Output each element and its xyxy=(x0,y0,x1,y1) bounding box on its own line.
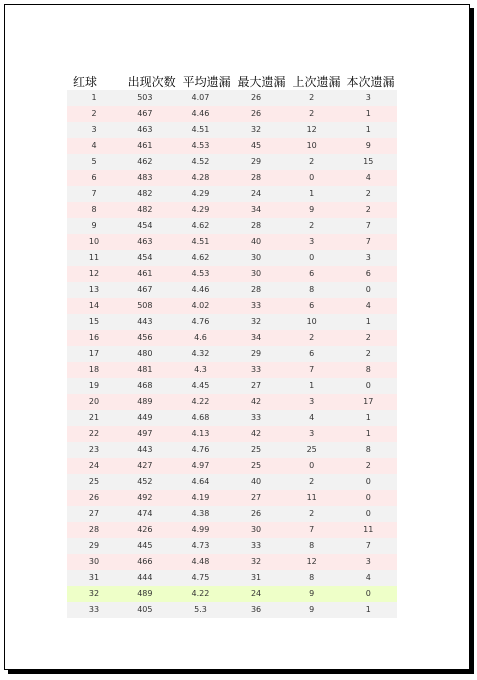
cell-ball-number: 7 xyxy=(91,189,97,198)
cell-max-miss: 25 xyxy=(250,445,262,454)
cell-occurrence-count: 443 xyxy=(137,317,153,326)
cell-max-miss: 25 xyxy=(250,461,262,470)
cell-occurrence-count: 454 xyxy=(137,253,153,262)
cell-last-miss: 8 xyxy=(309,285,315,294)
cell-current-miss: 8 xyxy=(365,445,371,454)
table-row xyxy=(67,282,397,298)
cell-current-miss: 8 xyxy=(365,365,371,374)
cell-last-miss: 2 xyxy=(309,509,315,518)
cell-occurrence-count: 462 xyxy=(137,157,153,166)
cell-last-miss: 25 xyxy=(306,445,317,454)
cell-last-miss: 10 xyxy=(306,141,317,150)
cell-last-miss: 6 xyxy=(309,349,315,358)
cell-last-miss: 9 xyxy=(309,605,315,614)
cell-current-miss: 9 xyxy=(365,141,371,150)
cell-average-miss: 4.29 xyxy=(191,189,210,198)
cell-average-miss: 4.51 xyxy=(191,237,210,246)
cell-occurrence-count: 445 xyxy=(137,541,153,550)
cell-current-miss: 2 xyxy=(365,349,371,358)
table-row xyxy=(67,362,397,378)
table-row xyxy=(67,314,397,330)
cell-current-miss: 4 xyxy=(365,173,371,182)
cell-occurrence-count: 467 xyxy=(137,285,153,294)
cell-current-miss: 4 xyxy=(365,301,371,310)
cell-occurrence-count: 449 xyxy=(137,413,153,422)
cell-max-miss: 33 xyxy=(250,541,262,550)
table-header xyxy=(67,69,397,89)
cell-max-miss: 34 xyxy=(250,205,262,214)
cell-occurrence-count: 443 xyxy=(137,445,153,454)
cell-max-miss: 31 xyxy=(250,573,262,582)
cell-max-miss: 29 xyxy=(250,349,262,358)
table-row xyxy=(67,106,397,122)
cell-ball-number: 5 xyxy=(91,157,97,166)
cell-ball-number: 20 xyxy=(88,397,100,406)
cell-average-miss: 5.3 xyxy=(194,605,207,614)
cell-occurrence-count: 480 xyxy=(137,349,153,358)
document-page xyxy=(4,4,470,670)
cell-last-miss: 6 xyxy=(309,301,315,310)
cell-last-miss: 9 xyxy=(309,589,315,598)
cell-max-miss: 40 xyxy=(250,237,262,246)
cell-ball-number: 17 xyxy=(88,349,100,358)
cell-last-miss: 3 xyxy=(309,429,315,438)
table-row xyxy=(67,90,397,106)
cell-current-miss: 7 xyxy=(365,541,371,550)
cell-max-miss: 30 xyxy=(250,253,262,262)
cell-current-miss: 2 xyxy=(365,461,371,470)
cell-average-miss: 4.52 xyxy=(191,157,210,166)
cell-current-miss: 7 xyxy=(365,221,371,230)
cell-ball-number: 33 xyxy=(88,605,100,614)
cell-max-miss: 32 xyxy=(250,317,262,326)
cell-current-miss: 17 xyxy=(363,397,374,406)
table-row xyxy=(67,202,397,218)
cell-current-miss: 3 xyxy=(365,93,371,102)
cell-ball-number: 28 xyxy=(88,525,100,534)
cell-last-miss: 2 xyxy=(309,477,315,486)
cell-current-miss: 3 xyxy=(365,253,371,262)
table-row xyxy=(67,538,397,554)
table-row xyxy=(67,490,397,506)
cell-ball-number: 23 xyxy=(88,445,100,454)
table-row xyxy=(67,458,397,474)
cell-ball-number: 15 xyxy=(88,317,100,326)
cell-last-miss: 1 xyxy=(309,189,315,198)
cell-occurrence-count: 483 xyxy=(137,173,153,182)
cell-last-miss: 11 xyxy=(306,493,317,502)
cell-average-miss: 4.45 xyxy=(191,381,210,390)
cell-average-miss: 4.3 xyxy=(194,365,207,374)
cell-average-miss: 4.28 xyxy=(191,173,210,182)
cell-occurrence-count: 474 xyxy=(137,509,153,518)
cell-average-miss: 4.22 xyxy=(191,589,210,598)
cell-max-miss: 27 xyxy=(250,493,262,502)
table-row xyxy=(67,442,397,458)
cell-max-miss: 33 xyxy=(250,413,262,422)
cell-average-miss: 4.64 xyxy=(191,477,210,486)
cell-current-miss: 4 xyxy=(365,573,371,582)
cell-average-miss: 4.48 xyxy=(191,557,210,566)
cell-last-miss: 2 xyxy=(309,157,315,166)
cell-occurrence-count: 492 xyxy=(137,493,153,502)
cell-last-miss: 0 xyxy=(309,461,315,470)
cell-ball-number: 10 xyxy=(88,237,100,246)
cell-last-miss: 0 xyxy=(309,253,315,262)
cell-ball-number: 16 xyxy=(88,333,100,342)
cell-ball-number: 31 xyxy=(88,573,100,582)
cell-last-miss: 7 xyxy=(309,365,315,374)
cell-current-miss: 1 xyxy=(365,317,371,326)
cell-occurrence-count: 481 xyxy=(137,365,153,374)
cell-max-miss: 45 xyxy=(250,141,262,150)
cell-current-miss: 0 xyxy=(365,509,371,518)
cell-ball-number: 8 xyxy=(91,205,97,214)
cell-last-miss: 0 xyxy=(309,173,315,182)
table-row xyxy=(67,394,397,410)
cell-ball-number: 24 xyxy=(88,461,100,470)
cell-max-miss: 28 xyxy=(250,221,262,230)
cell-current-miss: 0 xyxy=(365,493,371,502)
cell-average-miss: 4.99 xyxy=(191,525,210,534)
cell-ball-number: 14 xyxy=(88,301,100,310)
cell-average-miss: 4.19 xyxy=(191,493,210,502)
cell-occurrence-count: 452 xyxy=(137,477,153,486)
cell-average-miss: 4.07 xyxy=(191,93,210,102)
cell-current-miss: 2 xyxy=(365,205,371,214)
table-row xyxy=(67,170,397,186)
cell-average-miss: 4.51 xyxy=(191,125,210,134)
cell-occurrence-count: 503 xyxy=(137,93,153,102)
cell-average-miss: 4.6 xyxy=(194,333,207,342)
cell-ball-number: 13 xyxy=(88,285,100,294)
cell-last-miss: 4 xyxy=(309,413,315,422)
cell-ball-number: 32 xyxy=(88,589,100,598)
cell-occurrence-count: 456 xyxy=(137,333,153,342)
table-row xyxy=(67,298,397,314)
cell-current-miss: 0 xyxy=(365,285,371,294)
cell-max-miss: 42 xyxy=(250,397,262,406)
table-row xyxy=(67,474,397,490)
cell-occurrence-count: 489 xyxy=(137,589,153,598)
table-row xyxy=(67,186,397,202)
table-row xyxy=(67,570,397,586)
cell-occurrence-count: 466 xyxy=(137,557,153,566)
table-row xyxy=(67,522,397,538)
cell-last-miss: 12 xyxy=(306,557,317,566)
cell-average-miss: 4.29 xyxy=(191,205,210,214)
statistics-table xyxy=(67,69,397,618)
cell-last-miss: 8 xyxy=(309,541,315,550)
cell-current-miss: 2 xyxy=(365,333,371,342)
cell-occurrence-count: 482 xyxy=(137,189,153,198)
cell-ball-number: 4 xyxy=(91,141,97,150)
cell-current-miss: 1 xyxy=(365,109,371,118)
table-row xyxy=(67,586,397,602)
cell-max-miss: 33 xyxy=(250,301,262,310)
cell-average-miss: 4.76 xyxy=(191,445,210,454)
cell-current-miss: 15 xyxy=(363,157,374,166)
cell-average-miss: 4.22 xyxy=(191,397,210,406)
cell-max-miss: 32 xyxy=(250,557,262,566)
table-body xyxy=(67,90,397,618)
table-row xyxy=(67,602,397,618)
cell-last-miss: 9 xyxy=(309,205,315,214)
cell-average-miss: 4.62 xyxy=(191,253,210,262)
cell-last-miss: 7 xyxy=(309,525,315,534)
cell-ball-number: 9 xyxy=(91,221,97,230)
cell-max-miss: 33 xyxy=(250,365,262,374)
cell-max-miss: 29 xyxy=(250,157,262,166)
cell-max-miss: 24 xyxy=(250,189,262,198)
cell-occurrence-count: 405 xyxy=(137,605,153,614)
cell-ball-number: 22 xyxy=(88,429,100,438)
cell-max-miss: 26 xyxy=(250,509,262,518)
header-current-miss: 本次遗漏 xyxy=(346,75,395,89)
cell-average-miss: 4.73 xyxy=(191,541,210,550)
cell-last-miss: 8 xyxy=(309,573,315,582)
table-row xyxy=(67,346,397,362)
cell-current-miss: 1 xyxy=(365,413,371,422)
cell-max-miss: 36 xyxy=(250,605,262,614)
cell-average-miss: 4.02 xyxy=(191,301,210,310)
cell-ball-number: 19 xyxy=(88,381,100,390)
cell-current-miss: 0 xyxy=(365,589,371,598)
cell-occurrence-count: 444 xyxy=(137,573,153,582)
cell-max-miss: 28 xyxy=(250,285,262,294)
cell-ball-number: 27 xyxy=(88,509,100,518)
cell-current-miss: 0 xyxy=(365,381,371,390)
header-last-miss: 上次遗漏 xyxy=(292,75,341,89)
cell-average-miss: 4.76 xyxy=(191,317,210,326)
cell-max-miss: 26 xyxy=(250,93,262,102)
cell-max-miss: 34 xyxy=(250,333,262,342)
table-row xyxy=(67,266,397,282)
cell-last-miss: 2 xyxy=(309,109,315,118)
cell-last-miss: 3 xyxy=(309,237,315,246)
cell-occurrence-count: 467 xyxy=(137,109,153,118)
cell-occurrence-count: 508 xyxy=(137,301,153,310)
header-max-miss: 最大遗漏 xyxy=(237,75,286,89)
cell-max-miss: 32 xyxy=(250,125,262,134)
cell-average-miss: 4.13 xyxy=(191,429,210,438)
cell-current-miss: 6 xyxy=(365,269,371,278)
cell-occurrence-count: 454 xyxy=(137,221,153,230)
cell-ball-number: 18 xyxy=(88,365,100,374)
cell-last-miss: 12 xyxy=(306,125,317,134)
cell-ball-number: 21 xyxy=(88,413,100,422)
header-average-miss: 平均遗漏 xyxy=(182,75,231,89)
cell-max-miss: 26 xyxy=(250,109,262,118)
cell-average-miss: 4.75 xyxy=(191,573,210,582)
cell-occurrence-count: 461 xyxy=(137,141,153,150)
header-red-ball: 红球 xyxy=(73,75,98,89)
cell-occurrence-count: 426 xyxy=(137,525,153,534)
cell-current-miss: 2 xyxy=(365,189,371,198)
cell-last-miss: 2 xyxy=(309,221,315,230)
cell-average-miss: 4.97 xyxy=(191,461,210,470)
table-row xyxy=(67,122,397,138)
table-row xyxy=(67,234,397,250)
cell-ball-number: 12 xyxy=(88,269,100,278)
cell-ball-number: 3 xyxy=(91,125,97,134)
cell-last-miss: 3 xyxy=(309,397,315,406)
cell-current-miss: 0 xyxy=(365,477,371,486)
table-row xyxy=(67,330,397,346)
cell-occurrence-count: 497 xyxy=(137,429,153,438)
cell-occurrence-count: 461 xyxy=(137,269,153,278)
cell-ball-number: 26 xyxy=(88,493,100,502)
table-row xyxy=(67,554,397,570)
cell-current-miss: 1 xyxy=(365,125,371,134)
cell-current-miss: 11 xyxy=(363,525,374,534)
cell-average-miss: 4.53 xyxy=(191,141,210,150)
cell-max-miss: 30 xyxy=(250,269,262,278)
cell-ball-number: 25 xyxy=(88,477,100,486)
cell-average-miss: 4.68 xyxy=(191,413,210,422)
cell-occurrence-count: 463 xyxy=(137,125,153,134)
cell-occurrence-count: 463 xyxy=(137,237,153,246)
table-row xyxy=(67,154,397,170)
cell-max-miss: 42 xyxy=(250,429,262,438)
cell-current-miss: 1 xyxy=(365,605,371,614)
cell-average-miss: 4.53 xyxy=(191,269,210,278)
cell-current-miss: 3 xyxy=(365,557,371,566)
header-occurrences: 出现次数 xyxy=(127,75,176,89)
cell-last-miss: 6 xyxy=(309,269,315,278)
cell-last-miss: 10 xyxy=(306,317,317,326)
cell-last-miss: 2 xyxy=(309,333,315,342)
cell-max-miss: 30 xyxy=(250,525,262,534)
cell-occurrence-count: 468 xyxy=(137,381,153,390)
cell-average-miss: 4.46 xyxy=(191,285,210,294)
cell-average-miss: 4.46 xyxy=(191,109,210,118)
cell-average-miss: 4.38 xyxy=(191,509,210,518)
cell-occurrence-count: 489 xyxy=(137,397,153,406)
cell-current-miss: 7 xyxy=(365,237,371,246)
table-row xyxy=(67,506,397,522)
table-row xyxy=(67,378,397,394)
cell-average-miss: 4.62 xyxy=(191,221,210,230)
cell-max-miss: 24 xyxy=(250,589,262,598)
cell-ball-number: 29 xyxy=(88,541,100,550)
cell-occurrence-count: 427 xyxy=(137,461,153,470)
cell-max-miss: 28 xyxy=(250,173,262,182)
table-row xyxy=(67,250,397,266)
cell-ball-number: 11 xyxy=(88,253,100,262)
cell-current-miss: 1 xyxy=(365,429,371,438)
cell-last-miss: 2 xyxy=(309,93,315,102)
cell-ball-number: 30 xyxy=(88,557,100,566)
cell-last-miss: 1 xyxy=(309,381,315,390)
cell-max-miss: 40 xyxy=(250,477,262,486)
cell-average-miss: 4.32 xyxy=(191,349,210,358)
table-row xyxy=(67,138,397,154)
cell-occurrence-count: 482 xyxy=(137,205,153,214)
cell-ball-number: 2 xyxy=(91,109,97,118)
table-row xyxy=(67,426,397,442)
cell-ball-number: 1 xyxy=(91,93,97,102)
cell-max-miss: 27 xyxy=(250,381,262,390)
table-row xyxy=(67,410,397,426)
table-row xyxy=(67,218,397,234)
cell-ball-number: 6 xyxy=(91,173,97,182)
